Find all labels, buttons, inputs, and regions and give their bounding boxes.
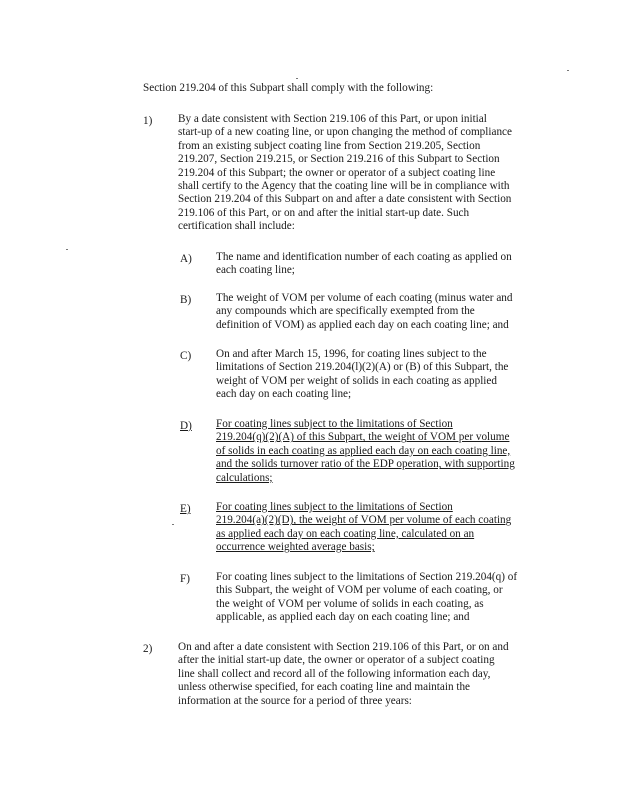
subitem-f-line: For coating lines subject to the limitations of Section 219.204(q) of (216, 571, 518, 583)
item-2-text (178, 641, 509, 708)
subitem-d-line: and the solids turnover ratio of the EDP operation, with supporting (216, 458, 515, 471)
subitem-b-line: any compounds which are specifically exempted from the (216, 305, 475, 318)
item-1-line: start-up of a new coating line, or upon changing the method of compliance (178, 126, 512, 139)
subitem-d-label: D) (180, 420, 192, 432)
subitem-f-label: F) (180, 573, 190, 585)
subitem-b-label: B) (180, 294, 192, 306)
subitem-b-line: The weight of VOM per volume of each coating (minus water and (216, 292, 513, 304)
subitem-e-line: occurrence weighted average basis; (216, 541, 375, 554)
subitem-c-text (216, 348, 508, 402)
item-1-line: By a date consistent with Section 219.106 of this Part, or upon initial (178, 113, 487, 125)
scan-speck (296, 78, 298, 79)
subitem-a-line: The name and identification number of each coating as applied on (216, 251, 512, 263)
scan-speck (567, 70, 569, 71)
item-2-number: 2) (143, 643, 153, 655)
scan-speck (66, 249, 68, 250)
subitem-e-text (216, 501, 511, 555)
subitem-c-line: each day on each coating line; (216, 388, 352, 401)
item-2-line: line shall collect and record all of the following information each day, (178, 667, 491, 680)
item-1-number: 1) (143, 115, 153, 127)
item-2-line: unless otherwise specified, for each coating line and maintain the (178, 681, 471, 694)
item-2-line: after the initial start-up date, the owner or operator of a subject coating (178, 654, 495, 667)
item-1-line: certification shall include: (178, 220, 295, 233)
subitem-d-line: For coating lines subject to the limitations of Section (216, 418, 453, 430)
subitem-d-text (216, 418, 515, 485)
subitem-d-line: of solids in each coating as applied each day on each coating line, (216, 444, 511, 457)
subitem-d-line: calculations; (216, 471, 273, 484)
subitem-c-line: limitations of Section 219.204(l)(2)(A) or (B) of this Subpart, the (216, 361, 509, 374)
subitem-c-label: C) (180, 350, 192, 362)
item-1-line: Section 219.204 of this Subpart on and after a date consistent with Section (178, 193, 512, 206)
item-1-line: shall certify to the Agency that the coating line will be in compliance with (178, 180, 510, 193)
item-1-line: 219.207, Section 219.215, or Section 219.216 of this Subpart to Section (178, 153, 500, 166)
subitem-b-text (216, 292, 513, 332)
subitem-a-text (216, 251, 512, 278)
item-1-line: from an existing subject coating line from Section 219.205, Section (178, 139, 481, 152)
subitem-e-line: 219.204(a)(2)(D), the weight of VOM per volume of each coating (216, 514, 512, 527)
item-2-line: information at the source for a period of three years: (178, 694, 412, 707)
item-1-text (178, 113, 512, 234)
subitem-e-line: as applied each day on each coating line, calculated on an (216, 527, 475, 540)
subitem-c-line: weight of VOM per weight of solids in each coating as applied (216, 374, 497, 387)
subitem-f-line: the weight of VOM per volume of solids in each coating, as (216, 597, 484, 610)
subitem-c-line: On and after March 15, 1996, for coating lines subject to the (216, 348, 487, 360)
subitem-a-line: each coating line; (216, 264, 295, 277)
intro-sentence: Section 219.204 of this Subpart shall comply with the following: (143, 82, 434, 94)
item-1-line: 219.204 of this Subpart; the owner or operator of a subject coating line (178, 166, 496, 179)
item-1-line: 219.106 of this Part, or on and after the initial start-up date. Such (178, 206, 470, 219)
item-2-line: On and after a date consistent with Section 219.106 of this Part, or on and (178, 641, 509, 653)
subitem-f-line: applicable, as applied each day on each coating line; and (216, 611, 470, 624)
subitem-e-line: For coating lines subject to the limitations of Section (216, 501, 453, 513)
subitem-f-text (216, 571, 517, 625)
subitem-b-line: definition of VOM) as applied each day on each coating line; and (216, 318, 509, 331)
subitem-d-line: 219.204(q)(2)(A) of this Subpart, the weight of VOM per volume (216, 431, 510, 444)
subitem-e-label: E) (180, 503, 191, 515)
subitem-a-label: A) (180, 253, 192, 265)
scan-speck (172, 524, 174, 525)
subitem-f-line: this Subpart, the weight of VOM per volume of each coating, or (216, 584, 503, 597)
